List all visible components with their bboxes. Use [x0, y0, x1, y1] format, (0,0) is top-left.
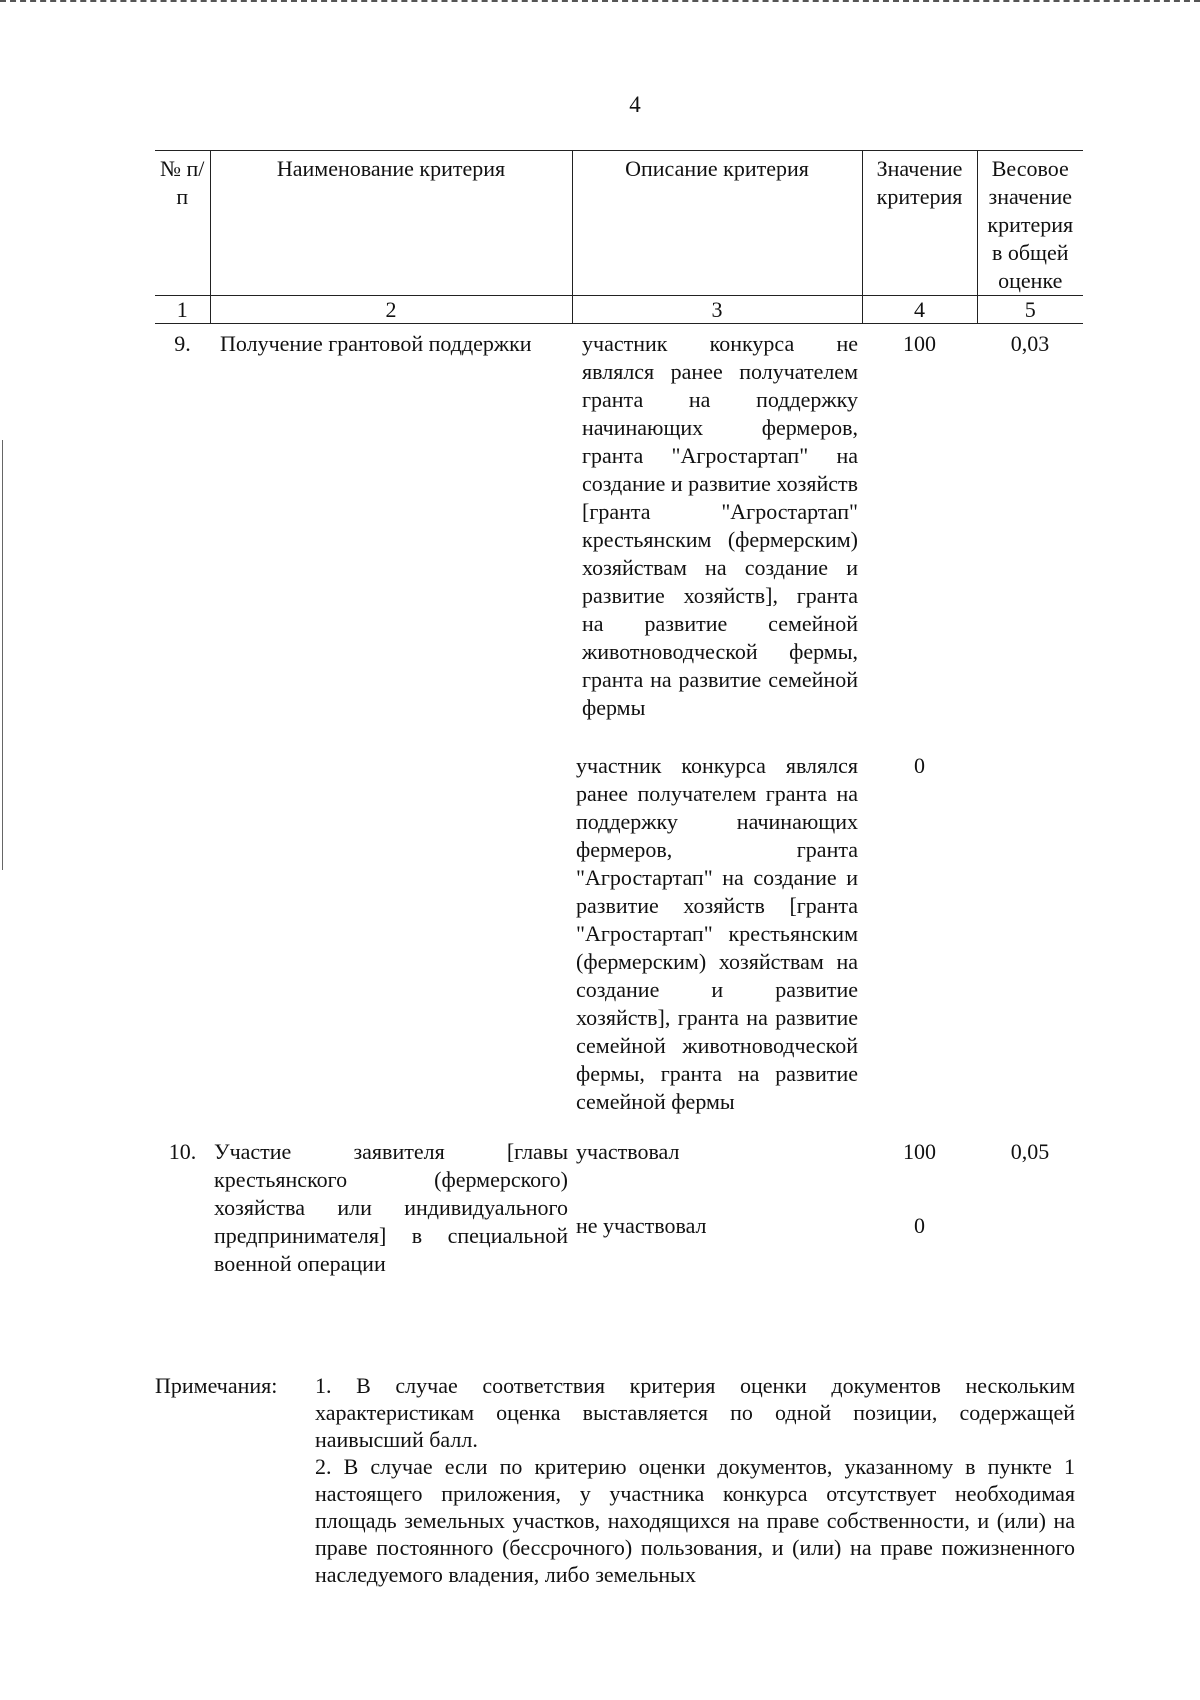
notes-section	[155, 1372, 1075, 1588]
header-weight: Весовое значение критерия в общей оценке	[977, 151, 1083, 296]
criterion-value: 100	[903, 1139, 936, 1164]
criterion-name: Получение грантовой поддержки	[220, 331, 532, 356]
criterion-weight: 0,05	[1010, 1139, 1050, 1164]
notes-list	[315, 1372, 1075, 1588]
column-number: 1	[155, 296, 210, 324]
column-number: 4	[862, 296, 977, 324]
criteria-table	[155, 150, 1083, 1278]
header-name: Наименование критерия	[210, 151, 572, 296]
column-number: 3	[572, 296, 862, 324]
criterion-description: участник конкурса являлся ранее получателем гранта на поддержку начинающих фермеров, гранта "Агростартап" на создание и развитие хозяйств [гранта "Агростартап" крестьянским (фермерским) хозяйствам на создание и развитие хозяйств], гранта на развитие семейной животноводческой фермы, гранта на развитие семейной фермы	[576, 753, 858, 1114]
header-value: Значение критерия	[862, 151, 977, 296]
table-header-row	[155, 151, 1083, 296]
criterion-name: Участие заявителя [главы крестьянского (фермерского) хозяйства или индивидуального предпринимателя] в специальной военной операции	[214, 1139, 568, 1276]
criterion-weight: 0,03	[1010, 331, 1050, 356]
note-item: 2. В случае если по критерию оценки документов, указанному в пункте 1 настоящего приложения, у участника конкурса отсутствует необходимая площадь земельных участков, находящихся на праве собственности, и (или) на праве постоянного (бессрочного) пользования, и (или) на праве пожизненного наследуемого владения, либо земельных	[315, 1454, 1075, 1587]
header-description: Описание критерия	[572, 151, 862, 296]
row-number: 10.	[168, 1139, 197, 1164]
note-item: 1. В случае соответствия критерия оценки документов нескольким характеристикам оценка выставляется по одной позиции, содержащей наивысший балл.	[315, 1373, 1075, 1452]
criterion-value: 0	[914, 753, 925, 778]
row-number: 9.	[174, 331, 191, 356]
column-number: 2	[210, 296, 572, 324]
column-number-row	[155, 296, 1083, 324]
notes-label: Примечания:	[155, 1373, 278, 1398]
scan-edge-left	[2, 440, 3, 870]
criterion-description: участвовал	[576, 1139, 680, 1164]
criterion-value: 0	[914, 1213, 925, 1238]
criterion-value: 100	[903, 331, 936, 356]
column-number: 5	[977, 296, 1083, 324]
criterion-description: участник конкурса не являлся ранее получателем гранта на поддержку начинающих фермеров, гранта "Агростартап" на создание и развитие хозяйств [гранта "Агростартап" крестьянским (фермерским) хозяйствам на создание и развитие хозяйств], гранта на развитие семейной животноводческой фермы, гранта на развитие семейной фермы	[582, 331, 858, 720]
scan-edge-top	[0, 0, 1200, 2]
table-row	[155, 1130, 1083, 1204]
table-row	[155, 324, 1083, 723]
criterion-description: не участвовал	[576, 1213, 707, 1238]
page-number: 4	[629, 92, 641, 117]
header-num: № п/п	[155, 151, 210, 296]
